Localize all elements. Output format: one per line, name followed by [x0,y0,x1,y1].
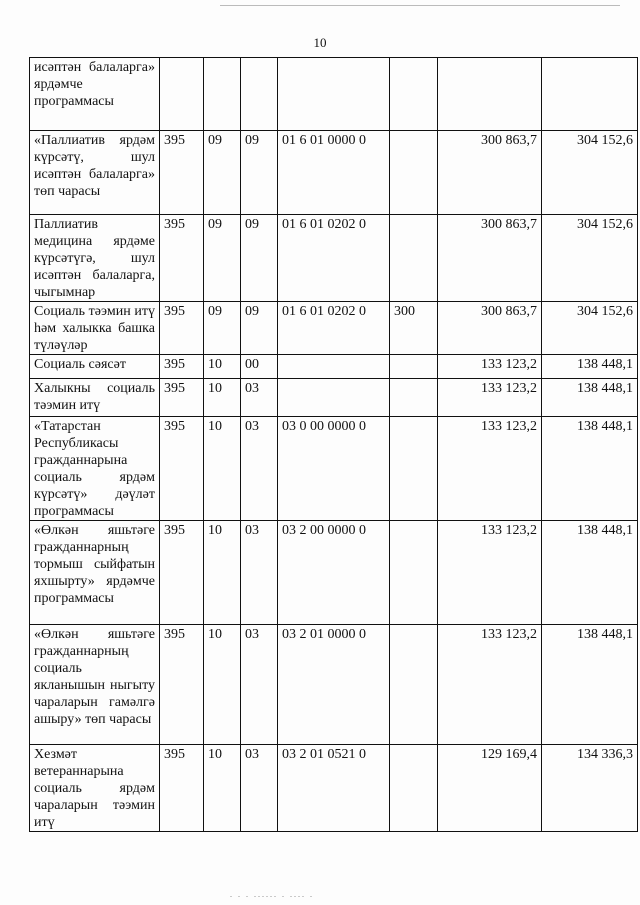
ministry-code: 395 [160,417,204,521]
ministry-code: 395 [160,131,204,215]
ministry-code [160,58,204,131]
amount-year-2: 304 152,6 [542,215,638,302]
expense-type-code [390,417,438,521]
ministry-code: 395 [160,215,204,302]
subsection-code: 09 [241,215,278,302]
expense-type-code [390,131,438,215]
subsection-code: 09 [241,302,278,355]
scan-artifact: . . . ...... . .... . [230,890,314,899]
target-article-code: 01 6 01 0202 0 [278,215,390,302]
target-article-code: 03 0 00 0000 0 [278,417,390,521]
amount-year-2: 138 448,1 [542,379,638,417]
expense-type-code: 300 [390,302,438,355]
row-name: Социаль сәясәт [30,355,160,379]
row-name: «Өлкән яшьтәге гражданнарның социаль якланышын ныгыту чараларын гамәлгә ашыру» төп чарасы [30,625,160,745]
expense-type-code [390,355,438,379]
amount-year-2: 304 152,6 [542,131,638,215]
table-row [30,302,638,355]
amount-year-1 [438,58,542,131]
amount-year-2 [542,58,638,131]
ministry-code: 395 [160,625,204,745]
row-name: «Паллиатив ярдәм күрсәтү, шул исәптән балаларга» төп чарасы [30,131,160,215]
expense-type-code [390,625,438,745]
ministry-code: 395 [160,355,204,379]
section-code: 10 [204,355,241,379]
target-article-code: 03 2 01 0521 0 [278,745,390,832]
table-row [30,379,638,417]
amount-year-1: 133 123,2 [438,355,542,379]
target-article-code: 01 6 01 0000 0 [278,131,390,215]
section-code: 10 [204,745,241,832]
amount-year-1: 300 863,7 [438,215,542,302]
section-code: 10 [204,625,241,745]
subsection-code: 03 [241,379,278,417]
expense-type-code [390,379,438,417]
target-article-code: 01 6 01 0202 0 [278,302,390,355]
row-name: Хезмәт ветераннарына социаль ярдәм чараларын тәэмин итү [30,745,160,832]
subsection-code: 03 [241,417,278,521]
amount-year-1: 133 123,2 [438,417,542,521]
subsection-code: 03 [241,745,278,832]
expense-type-code [390,58,438,131]
section-code: 09 [204,131,241,215]
section-code: 10 [204,379,241,417]
amount-year-1: 129 169,4 [438,745,542,832]
ministry-code: 395 [160,745,204,832]
row-name: исәптән балаларга» ярдәмче программасы [30,58,160,131]
ministry-code: 395 [160,521,204,625]
amount-year-2: 304 152,6 [542,302,638,355]
table-row [30,625,638,745]
expense-type-code [390,215,438,302]
row-name: «Татарстан Республикасы гражданнарына социаль ярдәм күрсәтү» дәүләт программасы [30,417,160,521]
subsection-code: 00 [241,355,278,379]
table-row [30,521,638,625]
table-row [30,417,638,521]
amount-year-2: 138 448,1 [542,521,638,625]
table-row [30,58,638,131]
section-code: 09 [204,302,241,355]
amount-year-1: 133 123,2 [438,379,542,417]
target-article-code [278,58,390,131]
amount-year-2: 138 448,1 [542,355,638,379]
budget-table [29,57,638,832]
target-article-code: 03 2 01 0000 0 [278,625,390,745]
ministry-code: 395 [160,379,204,417]
amount-year-1: 300 863,7 [438,302,542,355]
table-row [30,355,638,379]
header-rule [220,5,620,6]
row-name: «Өлкән яшьтәге гражданнарның тормыш сыйфатын яхшырту» ярдәмче программасы [30,521,160,625]
amount-year-1: 300 863,7 [438,131,542,215]
page-number: 10 [313,35,327,50]
subsection-code: 09 [241,131,278,215]
row-name: Социаль тәэмин итү һәм халыкка башка түләүләр [30,302,160,355]
table-row [30,131,638,215]
section-code: 10 [204,417,241,521]
amount-year-2: 138 448,1 [542,417,638,521]
subsection-code: 03 [241,625,278,745]
row-name: Паллиатив медицина ярдәме күрсәтүгә, шул исәптән балаларга, чыгымнар [30,215,160,302]
expense-type-code [390,521,438,625]
table-row [30,745,638,832]
amount-year-2: 134 336,3 [542,745,638,832]
section-code: 10 [204,521,241,625]
row-name: Халыкны социаль тәэмин итү [30,379,160,417]
amount-year-1: 133 123,2 [438,625,542,745]
subsection-code [241,58,278,131]
subsection-code: 03 [241,521,278,625]
target-article-code: 03 2 00 0000 0 [278,521,390,625]
expense-type-code [390,745,438,832]
section-code [204,58,241,131]
amount-year-1: 133 123,2 [438,521,542,625]
ministry-code: 395 [160,302,204,355]
amount-year-2: 138 448,1 [542,625,638,745]
target-article-code [278,355,390,379]
section-code: 09 [204,215,241,302]
target-article-code [278,379,390,417]
table-row [30,215,638,302]
